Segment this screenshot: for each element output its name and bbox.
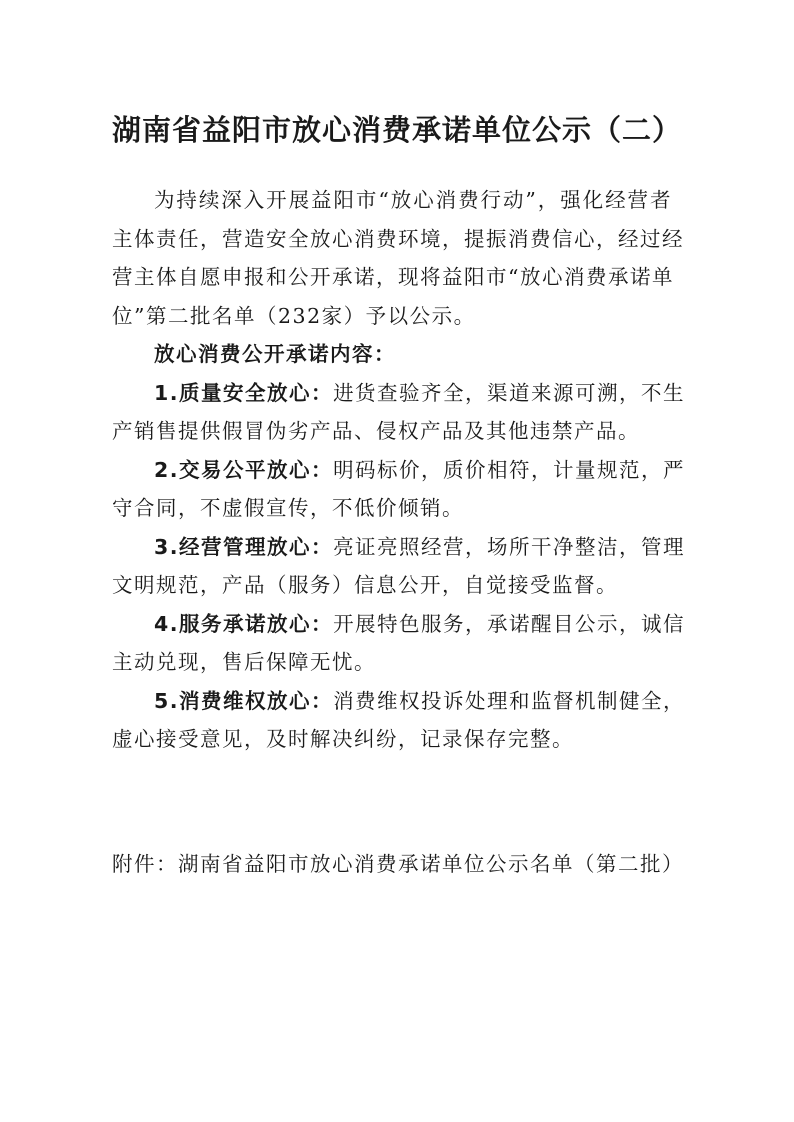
intro-line: 营主体自愿申报和公开承诺，现将益阳市“放心消费承诺单 [112,265,674,289]
commitment-item-1 [112,374,686,451]
item-text: 消费维权投诉处理和监督机制健全， [333,688,686,713]
intro-line: 为持续深入开展益阳市“放心消费行动”，强化经营者 [154,188,672,212]
intro-line: 主体责任，营造安全放心消费环境，提振消费信心，经过经 [112,226,684,251]
item-heading: 4.服务承诺放心： [154,611,334,636]
commitment-item-3 [112,528,686,605]
item-heading: 3.经营管理放心： [154,534,334,559]
item-text: 亮证亮照经营，场所干净整洁，管理 [333,534,686,559]
intro-paragraph [112,181,684,335]
item-text: 主动兑现，售后保障无忧。 [112,650,376,674]
intro-line: 位”第二批名单（232家）予以公示。 [112,303,476,328]
commitment-item-5 [112,682,686,759]
commitment-heading: 放心消费公开承诺内容： [154,342,396,366]
document-title: 湖南省益阳市放心消费承诺单位公示（二） [111,113,682,147]
commitment-item-4 [112,605,686,682]
item-text: 进货查验齐全，渠道来源可溯，不生 [333,380,686,405]
attachment-note: 附件：湖南省益阳市放心消费承诺单位公示名单（第二批） [112,852,684,876]
item-text: 守合同，不虚假宣传，不低价倾销。 [112,496,464,520]
item-heading: 2.交易公平放心： [154,457,334,482]
commitment-item-2 [112,451,686,528]
item-text: 产销售提供假冒伪劣产品、侵权产品及其他违禁产品。 [112,419,640,443]
item-text: 虚心接受意见，及时解决纠纷，记录保存完整。 [112,727,574,751]
item-text: 明码标价，质价相符，计量规范，严 [333,457,686,482]
item-text: 开展特色服务，承诺醒目公示，诚信 [333,611,686,636]
item-heading: 5.消费维权放心： [154,688,334,713]
item-heading: 1.质量安全放心： [154,380,334,405]
document-body [112,181,686,759]
item-text: 文明规范，产品（服务）信息公开，自觉接受监督。 [112,573,618,597]
